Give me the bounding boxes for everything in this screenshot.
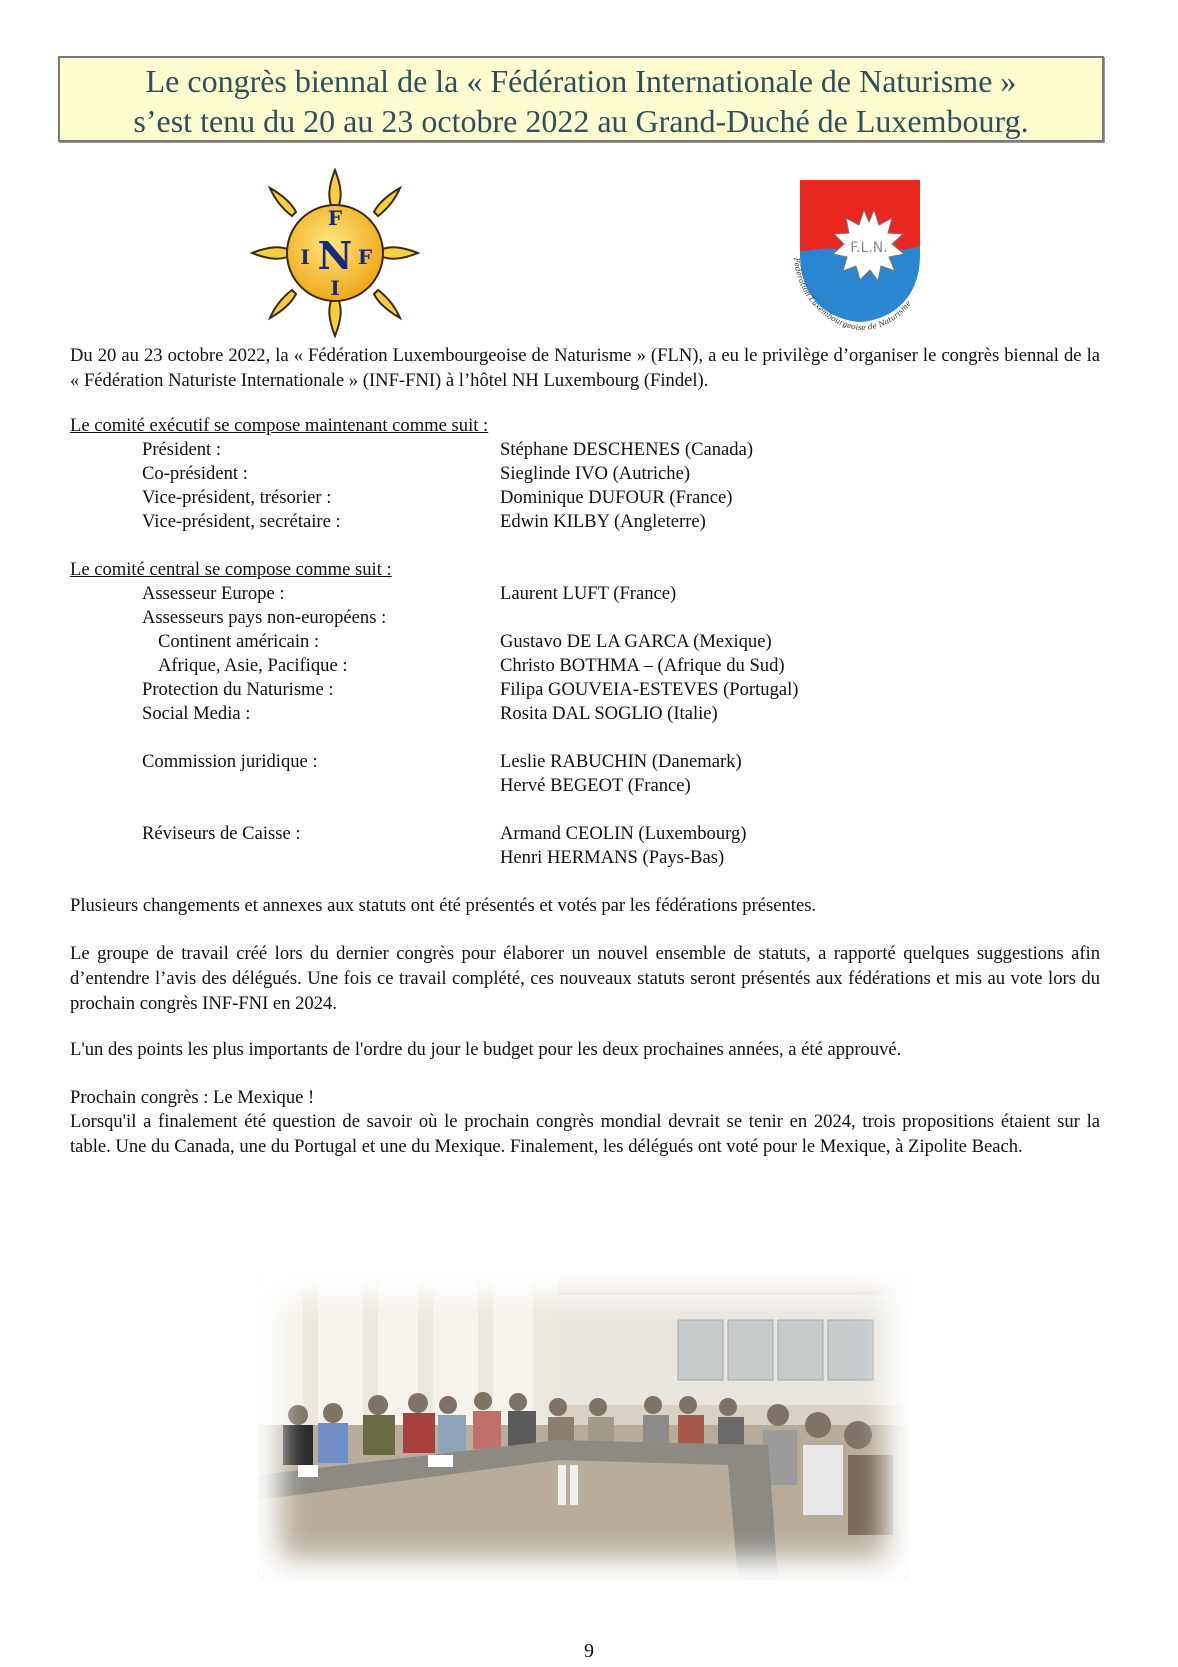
member-name: Laurent LUFT (France) [500,583,677,604]
role-label: Co-président : [142,463,248,484]
central-heading: Le comité central se compose comme suit : [70,559,392,580]
member-name: Armand CEOLIN (Luxembourg) [500,823,747,844]
role-label: Président : [142,439,222,460]
paragraph-working-group: Le groupe de travail créé lors du dernier congrès pour élaborer un nouvel ensemble de statuts, a rapporté quelques suggestions afin d’entendre l’avis des délégués. Une fois ce travail complété, ces nouveaux statuts seront présentés aux fédérations et mis au vote lors du prochain congrès INF-FNI en 2024. [70,943,1100,1014]
role-label: Vice-président, trésorier : [142,487,332,508]
logo-letter-bottom: I [330,276,340,300]
role-label: Assesseurs pays non-européens : [142,607,387,628]
member-name: Gustavo DE LA GARCA (Mexique) [500,631,772,652]
role-label: Protection du Naturisme : [142,679,334,700]
logo-letter-left: I [300,245,310,269]
role-label: Commission juridique : [142,751,318,772]
next-congress-heading: Prochain congrès : Le Mexique ! [70,1087,315,1108]
role-label: Social Media : [142,703,251,724]
role-label: Vice-président, secrétaire : [142,511,341,532]
role-label: Assesseur Europe : [142,583,285,604]
logo-letter-center: N [317,233,353,278]
role-label: Afrique, Asie, Pacifique : [158,655,348,676]
logo-letter-top: F [327,206,343,230]
photo-vignette [258,1275,908,1580]
member-name: Rosita DAL SOGLIO (Italie) [500,703,718,724]
title-line-2: s’est tenu du 20 au 23 octobre 2022 au Grand-Duché de Luxembourg. [133,103,1029,139]
fln-logo-label: F.L.N. [850,240,888,256]
member-name: Stéphane DESCHENES (Canada) [500,439,754,460]
fln-logo [780,170,940,335]
logo-letter-right: F [357,245,373,269]
role-label: Continent américain : [158,631,320,652]
inf-fni-logo [250,168,420,338]
title-box [58,56,1104,142]
member-name: Leslie RABUCHIN (Danemark) [500,751,742,772]
page-number: 9 [584,1640,594,1662]
member-name: Edwin KILBY (Angleterre) [500,511,706,532]
member-name: Hervé BEGEOT (France) [500,775,691,796]
paragraph-next-congress: Lorsqu'il a finalement été question de savoir où le prochain congrès mondial devrait se tenir en 2024, trois propositions étaient sur la table. Une du Canada, une du Portugal et une du Mexique. Finalement, les délégués ont voté pour le Mexique, à Zipolite Beach. [70,1111,1100,1157]
member-name: Henri HERMANS (Pays-Bas) [500,847,725,868]
congress-photo [258,1275,908,1580]
fln-logo-caption: Fédération Luxembourgeoise de Naturisme [791,257,913,333]
member-name: Christo BOTHMA – (Afrique du Sud) [500,655,785,676]
member-name: Dominique DUFOUR (France) [500,487,733,508]
role-label: Réviseurs de Caisse : [142,823,301,844]
paragraph-budget: L'un des points les plus importants de l'ordre du jour le budget pour les deux prochaines années, a été approuvé. [70,1039,902,1060]
intro-paragraph: Du 20 au 23 octobre 2022, la « Fédération Luxembourgeoise de Naturisme » (FLN), a eu le privilège d’organiser le congrès biennal de la « Fédération Naturiste Internationale » (INF-FNI) à l’hôtel NH Luxembourg (Findel). [70,345,1100,391]
paragraph-statutes: Plusieurs changements et annexes aux statuts ont été présentés et votés par les fédérations présentes. [70,895,817,916]
executive-heading: Le comité exécutif se compose maintenant comme suit : [70,415,489,436]
member-name: Filipa GOUVEIA-ESTEVES (Portugal) [500,679,799,700]
title-line-1: Le congrès biennal de la « Fédération Internationale de Naturisme » [145,63,1017,99]
member-name: Sieglinde IVO (Autriche) [500,463,691,484]
